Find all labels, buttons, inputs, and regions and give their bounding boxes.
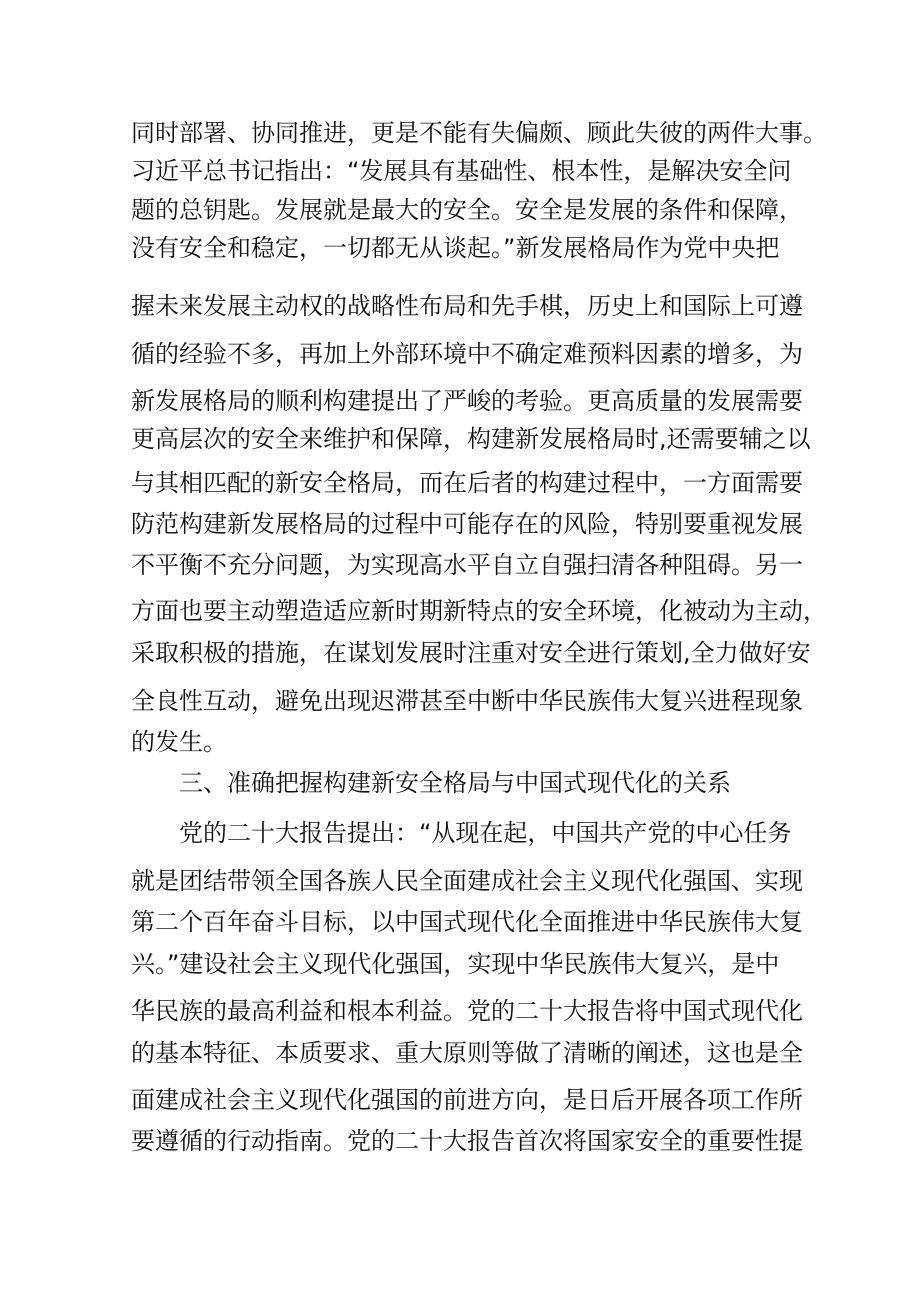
text-line: 与其相匹配的新安全格局，而在后者的构建过程中，一方面需要 [131, 469, 803, 497]
text-line: 同时部署、协同推进，更是不能有失偏颇、顾此失彼的两件大事。 [131, 119, 827, 147]
text-line: 就是团结带领全国各族人民全面建成社会主义现代化强国、实现 [131, 867, 803, 895]
text-line: 握未来发展主动权的战略性布局和先手棋，历史上和国际上可遵 [131, 292, 803, 320]
text-line: 华民族的最高利益和根本利益。党的二十大报告将中国式现代化 [131, 997, 803, 1025]
text-line: 题的总钥匙。发展就是最大的安全。安全是发展的条件和保障， [131, 196, 803, 224]
text-line: 循的经验不多，再加上外部环境中不确定难预料因素的增多，为 [131, 340, 803, 368]
text-line: 面建成社会主义现代化强国的前进方向，是日后开展各项工作所 [131, 1086, 803, 1114]
text-line: 兴。”建设社会主义现代化强国，实现中华民族伟大复兴，是中 [131, 950, 780, 978]
text-line: 更高层次的安全来维护和保障，构建新发展格局时,还需要辅之以 [131, 425, 811, 453]
text-line: 党的二十大报告提出：“从现在起，中国共产党的中心任务 [179, 819, 792, 847]
text-line: 新发展格局的顺利构建提出了严峻的考验。更高质量的发展需要 [131, 387, 803, 415]
text-line: 的基本特征、本质要求、重大原则等做了清晰的阐述，这也是全 [131, 1039, 803, 1067]
text-line: 没有安全和稳定，一切都无从谈起。”新发展格局作为党中央把 [131, 234, 780, 262]
text-line: 防范构建新发展格局的过程中可能存在的风险，特别要重视发展 [131, 510, 803, 538]
text-line: 方面也要主动塑造适应新时期新特点的安全环境，化被动为主动， [131, 597, 827, 625]
text-line: 要遵循的行动指南。党的二十大报告首次将国家安全的重要性提 [131, 1127, 803, 1155]
text-line: 不平衡不充分问题，为实现高水平自立自强扫清各种阻碍。另一 [131, 551, 803, 579]
text-line: 习近平总书记指出：“发展具有基础性、根本性，是解决安全问 [131, 157, 792, 185]
text-line: 的发生。 [131, 728, 227, 756]
text-line: 采取积极的措施，在谋划发展时注重对安全进行策划,全力做好安 [131, 639, 811, 667]
text-line: 第二个百年奋斗目标，以中国式现代化全面推进中华民族伟大复 [131, 908, 803, 936]
section-heading: 三、准确把握构建新安全格局与中国式现代化的关系 [179, 769, 731, 797]
text-line: 全良性互动，避免出现迟滞甚至中断中华民族伟大复兴进程现象 [131, 687, 803, 715]
